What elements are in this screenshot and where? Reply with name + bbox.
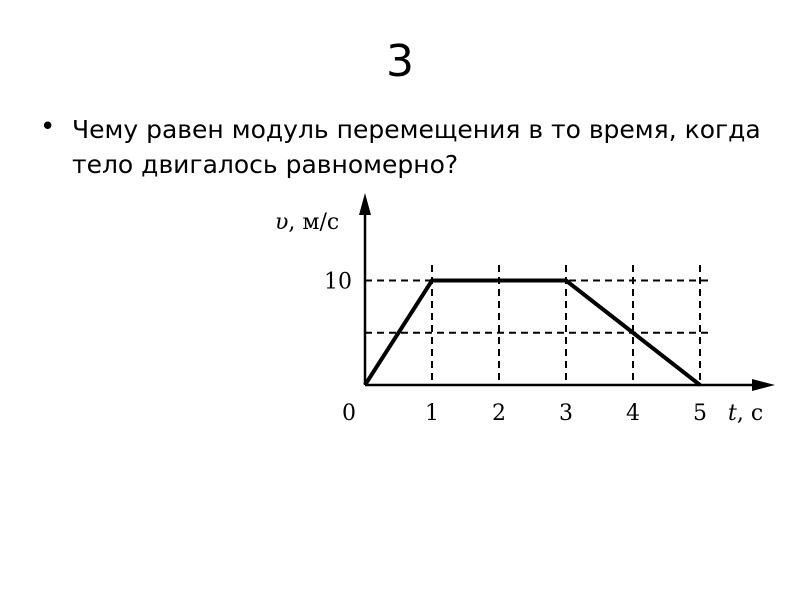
- x-tick-label-5: 5: [693, 401, 707, 426]
- question-text: Чему равен модуль перемещения в то время, когда тело двигалось равномерно?: [72, 115, 761, 179]
- grid-lines: [365, 265, 712, 385]
- y-axis-label: υ, м/с: [275, 210, 340, 235]
- y-axis-arrow: [359, 193, 371, 215]
- axis-labels: [275, 210, 763, 426]
- slide-title: 3: [386, 36, 414, 87]
- bullet-marker: •: [40, 112, 56, 142]
- x-tick-label-4: 4: [626, 401, 640, 426]
- x-tick-label-2: 2: [492, 401, 506, 426]
- x-tick-label-0: 0: [342, 401, 356, 426]
- x-tick-label-1: 1: [425, 401, 439, 426]
- x-tick-label-3: 3: [559, 401, 573, 426]
- x-axis-label: t, с: [728, 401, 764, 426]
- x-axis-arrow: [752, 379, 775, 391]
- y-tick-label-10: 10: [324, 269, 352, 295]
